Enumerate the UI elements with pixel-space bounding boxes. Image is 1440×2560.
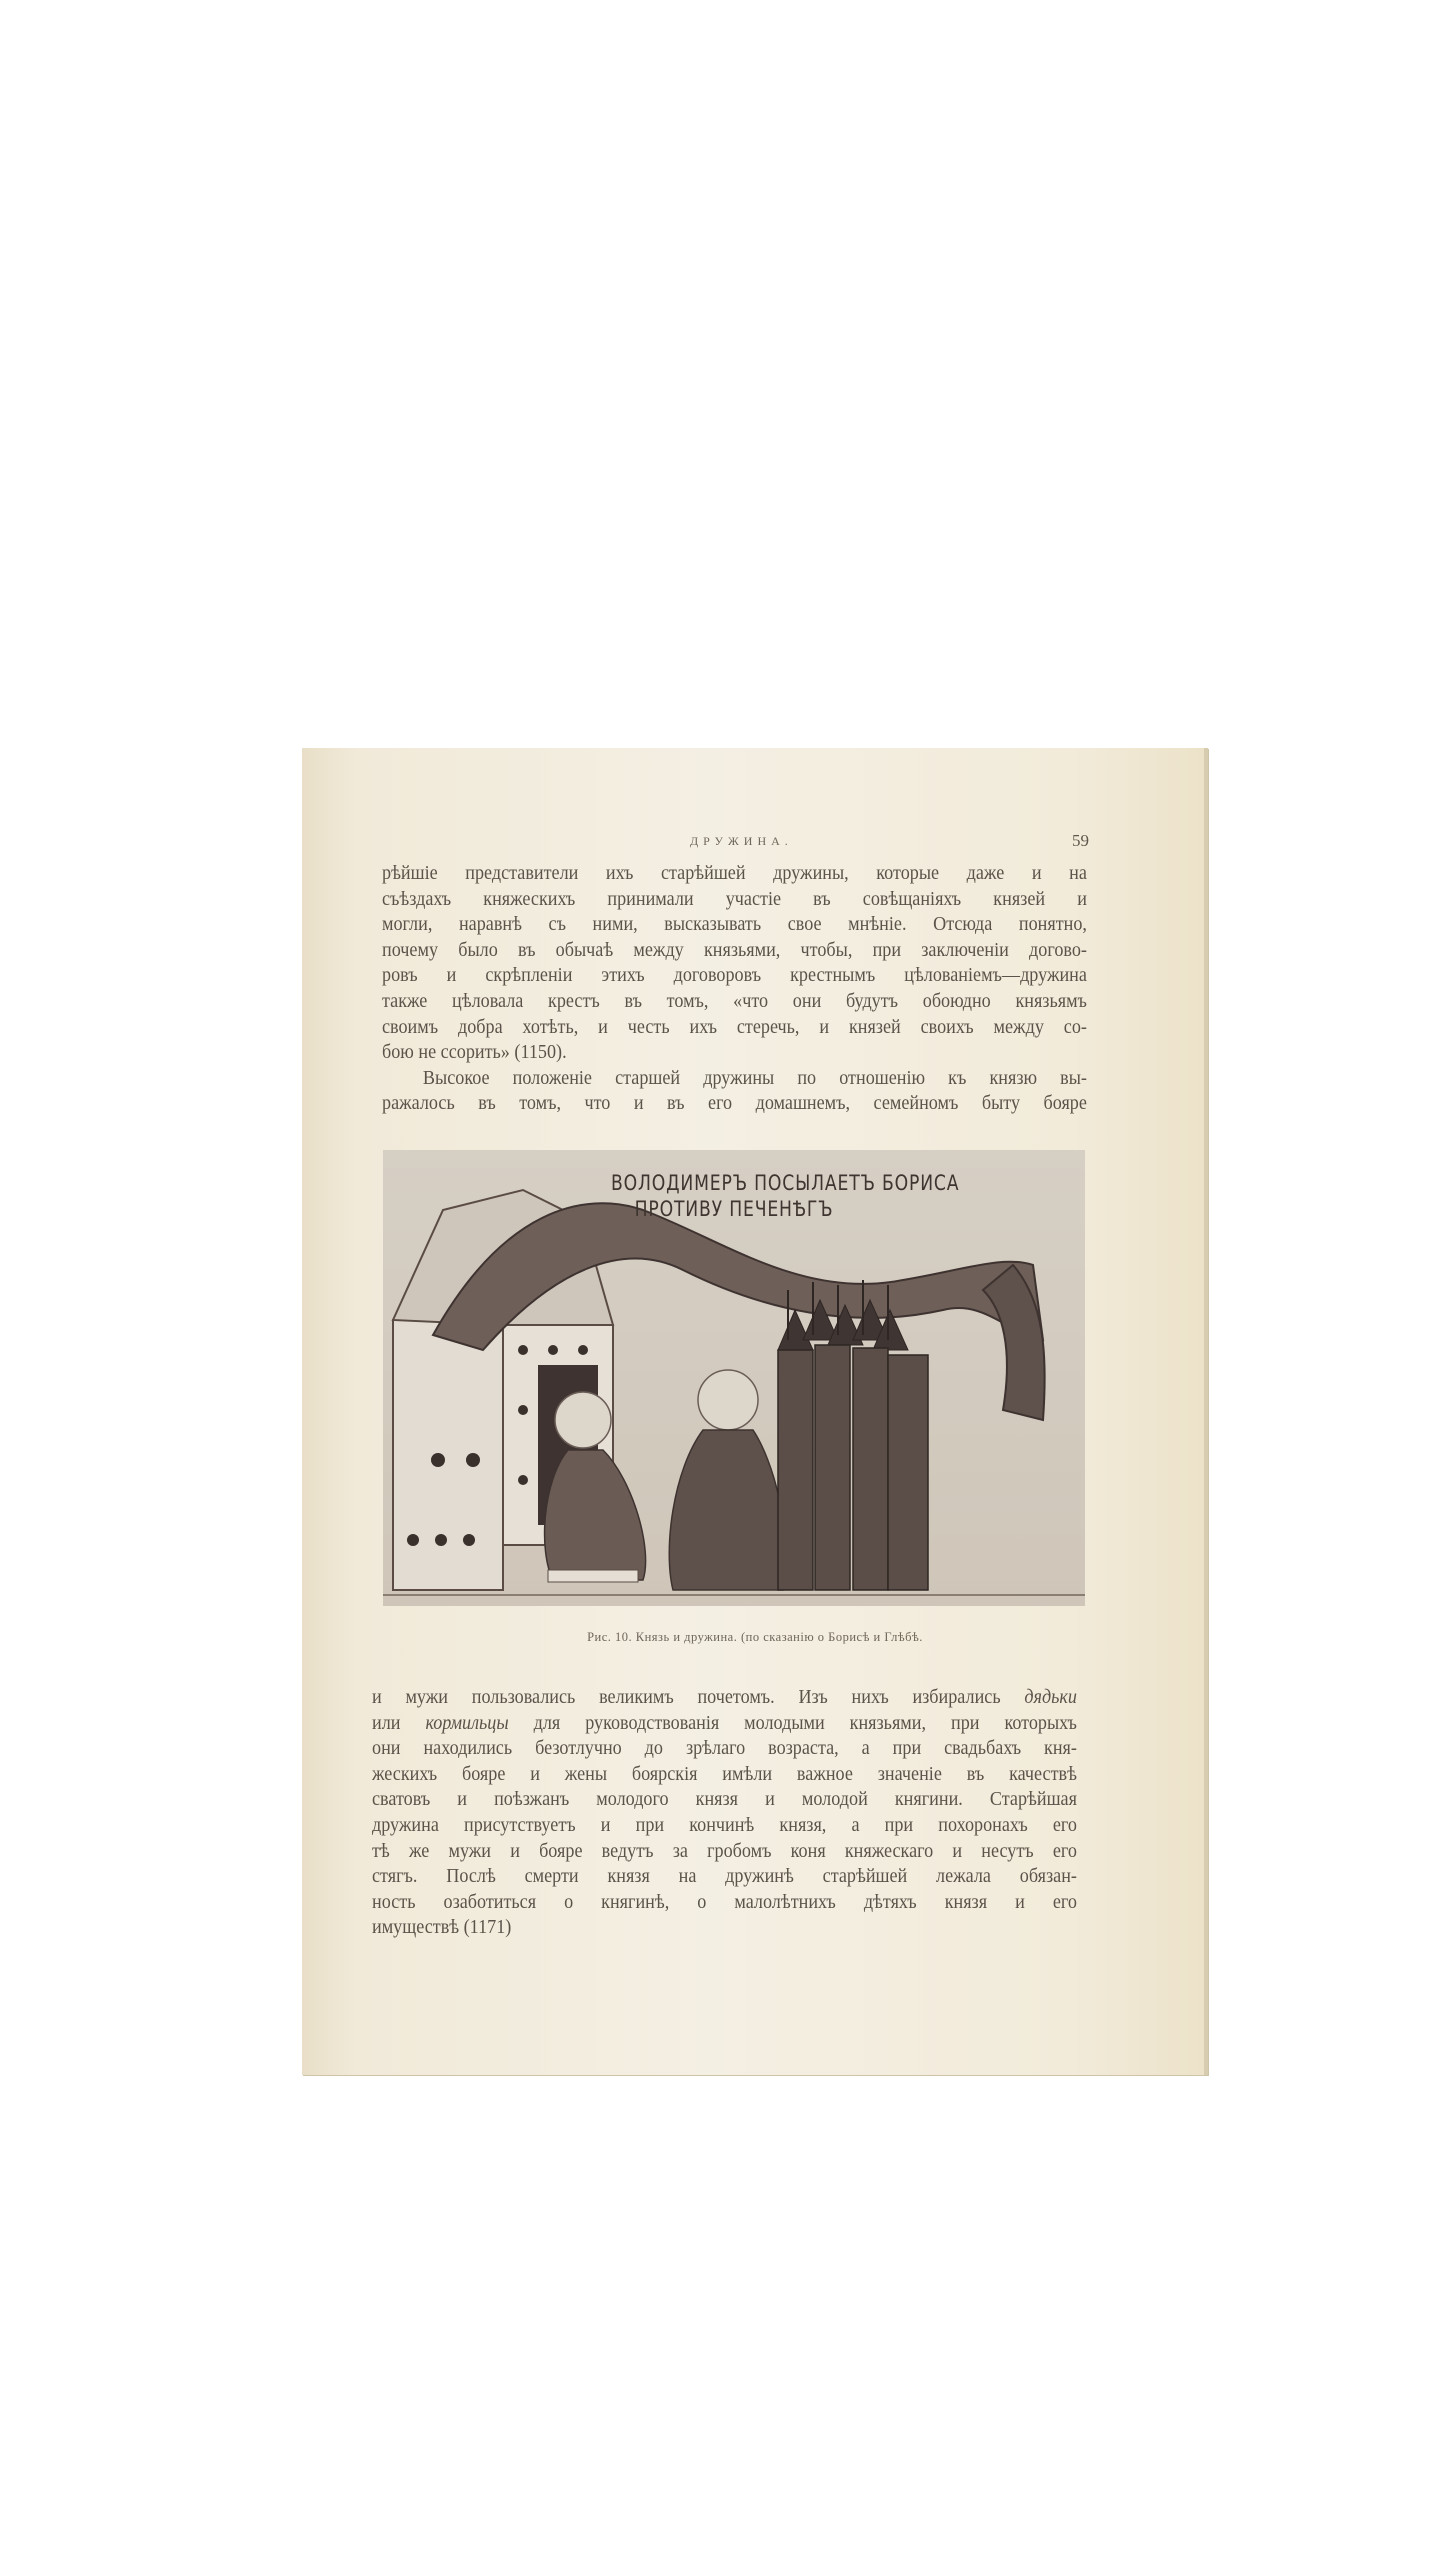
text-line: бою не ссорить» (1150). xyxy=(382,1042,567,1064)
illustration-prince-and-druzhina xyxy=(383,1150,1085,1606)
text-block-bottom xyxy=(372,1685,1077,1941)
illustration-inscription xyxy=(611,1170,960,1222)
text-line: съѣздахъ княжескихъ принимали участіе въ совѣщаніяхъ князей и xyxy=(382,888,1087,910)
emphasis-kormiltsy: кормильцы xyxy=(425,1712,509,1734)
text-line: имуществѣ (1171) xyxy=(372,1917,512,1939)
text-line: сватовъ и поѣзжанъ молодого князя и молодой княгини. Старѣйшая xyxy=(372,1789,1077,1811)
text-line xyxy=(372,1685,1077,1711)
text-line: ность озаботиться о княгинѣ, о малолѣтнихъ дѣтяхъ князя и его xyxy=(372,1891,1077,1913)
figure-caption: Рис. 10. Князь и дружина. (по сказанію о Борисѣ и Глѣбѣ. xyxy=(587,1630,923,1644)
text-line: ровъ и скрѣпленіи этихъ договоровъ крестнымъ цѣлованіемъ—дружина xyxy=(382,965,1087,987)
inscription-line: ПРОТИВУ ПЕЧЕНѢГЪ xyxy=(634,1197,834,1221)
text-line: могли, наравнѣ съ ними, высказывать свое мнѣніе. Отсюда понятно, xyxy=(382,914,1087,936)
text-line: своимъ добра хотѣть, и честь ихъ стеречь, и князей своихъ между со- xyxy=(382,1016,1087,1038)
text-line: жескихъ бояре и жены боярскія имѣли важное значеніе въ качествѣ xyxy=(372,1763,1077,1785)
text-line: тѣ же мужи и бояре ведутъ за гробомъ коня княжескаго и несутъ его xyxy=(372,1840,1077,1862)
text-run: и мужи пользовались великимъ почетомъ. Изъ нихъ избирались xyxy=(372,1687,1025,1708)
book-page xyxy=(302,748,1208,2075)
text-line: дружина присутствуетъ и при кончинѣ князя, а при похоронахъ его xyxy=(372,1814,1077,1836)
text-line xyxy=(372,1711,1077,1737)
text-line: они находились безотлучно до зрѣлаго возраста, а при свадьбахъ кня- xyxy=(372,1738,1077,1760)
text-block-top xyxy=(382,861,1087,1117)
running-title: ДРУЖИНА. xyxy=(690,834,793,848)
running-head xyxy=(302,831,1208,854)
text-line: почему было въ обычаѣ между князьями, чтобы, при заключеніи догово- xyxy=(382,939,1087,961)
text-run: или xyxy=(372,1712,426,1734)
text-line: также цѣловала крестъ въ томъ, «что они будутъ обоюдно князьямъ xyxy=(382,990,1087,1012)
inscription-line: ВОЛОДИМЕРЪ ПОСЫЛАЕТЪ БОРИСА xyxy=(611,1171,960,1195)
text-line: стягъ. Послѣ смерти князя на дружинѣ старѣйшей лежала обязан- xyxy=(372,1866,1077,1888)
page-number: 59 xyxy=(1072,831,1089,850)
emphasis-dyadki: дядьки xyxy=(1024,1687,1077,1708)
page-edge xyxy=(1204,748,1208,2075)
text-line: ражалось въ томъ, что и въ его домашнемъ, семейномъ быту бояре xyxy=(382,1093,1087,1115)
text-line: рѣйшіе представители ихъ старѣйшей дружины, которые даже и на xyxy=(382,863,1087,884)
text-line: Высокое положеніе старшей дружины по отношенію къ князю вы- xyxy=(422,1067,1087,1089)
text-run: для руководствованія молодыми князьями, при которыхъ xyxy=(508,1712,1077,1734)
